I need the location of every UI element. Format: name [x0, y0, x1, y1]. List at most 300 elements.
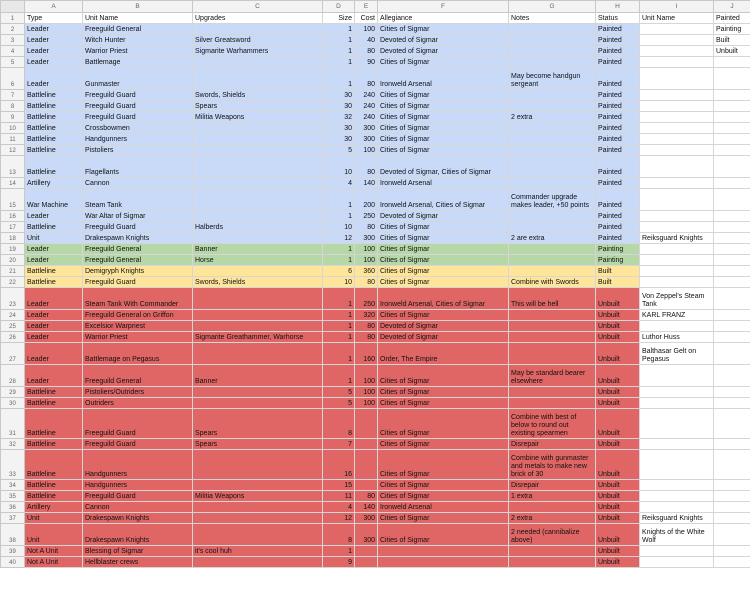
cell-j[interactable]: Painted [714, 13, 750, 24]
cell-b[interactable]: Freeguild General [83, 244, 193, 255]
cell-b[interactable]: Freeguild Guard [83, 90, 193, 101]
cell-b[interactable]: Drakespawn Knights [83, 524, 193, 546]
cell-i[interactable] [640, 480, 714, 491]
cell-h[interactable]: Painted [596, 222, 640, 233]
cell-d[interactable]: 1 [323, 255, 355, 266]
row-number[interactable]: 30 [1, 398, 25, 409]
row-number[interactable]: 20 [1, 255, 25, 266]
cell-a[interactable]: Leader [25, 46, 83, 57]
row-number[interactable]: 10 [1, 123, 25, 134]
cell-d[interactable]: 1 [323, 68, 355, 90]
cell-f[interactable]: Cities of Sigmar [378, 513, 509, 524]
cell-f[interactable]: Cities of Sigmar [378, 398, 509, 409]
cell-h[interactable]: Unbuilt [596, 439, 640, 450]
cell-f[interactable]: Cities of Sigmar [378, 244, 509, 255]
cell-a[interactable]: Battleline [25, 145, 83, 156]
cell-b[interactable]: Cannon [83, 178, 193, 189]
cell-i[interactable] [640, 557, 714, 568]
cell-d[interactable]: 4 [323, 502, 355, 513]
cell-d[interactable]: 10 [323, 277, 355, 288]
column-header-i[interactable]: I [640, 1, 714, 13]
cell-g[interactable] [509, 90, 596, 101]
cell-h[interactable]: Painted [596, 145, 640, 156]
cell-b[interactable]: Hellblaster crews [83, 557, 193, 568]
cell-d[interactable]: 1 [323, 244, 355, 255]
cell-h[interactable]: Unbuilt [596, 321, 640, 332]
cell-g[interactable]: 2 extra [509, 513, 596, 524]
cell-h[interactable]: Built [596, 277, 640, 288]
cell-f[interactable]: Cities of Sigmar [378, 310, 509, 321]
cell-b[interactable]: Battlemage on Pegasus [83, 343, 193, 365]
cell-i[interactable] [640, 398, 714, 409]
cell-c[interactable] [193, 123, 323, 134]
cell-c[interactable] [193, 310, 323, 321]
cell-d[interactable]: 1 [323, 546, 355, 557]
cell-g[interactable] [509, 178, 596, 189]
cell-e[interactable]: 80 [355, 321, 378, 332]
cell-d[interactable]: 12 [323, 513, 355, 524]
row-number[interactable]: 3 [1, 35, 25, 46]
cell-b[interactable]: Outriders [83, 398, 193, 409]
cell-i[interactable]: Von Zeppel's Steam Tank [640, 288, 714, 310]
cell-e[interactable]: 140 [355, 502, 378, 513]
cell-j[interactable] [714, 502, 750, 513]
cell-c[interactable] [193, 398, 323, 409]
cell-i[interactable] [640, 134, 714, 145]
cell-a[interactable]: Leader [25, 211, 83, 222]
cell-b[interactable]: Gunmaster [83, 68, 193, 90]
cell-c[interactable] [193, 524, 323, 546]
cell-e[interactable]: 80 [355, 68, 378, 90]
cell-g[interactable] [509, 266, 596, 277]
row-number[interactable]: 40 [1, 557, 25, 568]
cell-a[interactable]: Battleline [25, 134, 83, 145]
cell-b[interactable]: Warrior Priest [83, 332, 193, 343]
row-number[interactable]: 24 [1, 310, 25, 321]
cell-i[interactable] [640, 387, 714, 398]
cell-d[interactable]: 4 [323, 178, 355, 189]
cell-b[interactable]: Warrior Priest [83, 46, 193, 57]
cell-c[interactable]: Sigmarite Greathammer, Warhorse [193, 332, 323, 343]
cell-j[interactable] [714, 288, 750, 310]
cell-c[interactable]: Spears [193, 101, 323, 112]
cell-j[interactable] [714, 156, 750, 178]
cell-i[interactable] [640, 244, 714, 255]
cell-c[interactable] [193, 513, 323, 524]
cell-f[interactable]: Devoted of Sigmar [378, 46, 509, 57]
cell-a[interactable]: Battleline [25, 450, 83, 480]
cell-b[interactable]: Freeguild Guard [83, 409, 193, 439]
row-number[interactable]: 31 [1, 409, 25, 439]
cell-j[interactable] [714, 450, 750, 480]
cell-e[interactable]: 250 [355, 288, 378, 310]
cell-f[interactable]: Devoted of Sigmar [378, 321, 509, 332]
cell-b[interactable]: Handgunners [83, 134, 193, 145]
cell-c[interactable] [193, 266, 323, 277]
cell-g[interactable]: Disrepair [509, 439, 596, 450]
cell-g[interactable] [509, 546, 596, 557]
cell-i[interactable] [640, 222, 714, 233]
cell-f[interactable]: Ironweld Arsenal [378, 68, 509, 90]
cell-d[interactable]: 1 [323, 321, 355, 332]
cell-a[interactable]: Leader [25, 57, 83, 68]
cell-f[interactable]: Devoted of Sigmar, Cities of Sigmar [378, 156, 509, 178]
cell-f[interactable]: Cities of Sigmar [378, 480, 509, 491]
cell-f[interactable]: Cities of Sigmar [378, 450, 509, 480]
cell-a[interactable]: Unit [25, 233, 83, 244]
cell-g[interactable] [509, 398, 596, 409]
cell-e[interactable]: 100 [355, 255, 378, 266]
cell-e[interactable]: 80 [355, 491, 378, 502]
column-header-e[interactable]: E [355, 1, 378, 13]
cell-g[interactable] [509, 502, 596, 513]
cell-b[interactable]: Handgunners [83, 450, 193, 480]
cell-h[interactable]: Painted [596, 233, 640, 244]
cell-c[interactable] [193, 450, 323, 480]
cell-g[interactable]: 1 extra [509, 491, 596, 502]
cell-a[interactable]: Artillery [25, 502, 83, 513]
cell-h[interactable]: Painted [596, 35, 640, 46]
cell-c[interactable] [193, 387, 323, 398]
row-number[interactable]: 23 [1, 288, 25, 310]
cell-j[interactable] [714, 244, 750, 255]
cell-h[interactable]: Painted [596, 68, 640, 90]
cell-d[interactable]: 1 [323, 343, 355, 365]
row-number[interactable]: 33 [1, 450, 25, 480]
cell-c[interactable]: Halberds [193, 222, 323, 233]
cell-a[interactable]: Battleline [25, 156, 83, 178]
cell-a[interactable]: Battleline [25, 439, 83, 450]
cell-h[interactable]: Painted [596, 156, 640, 178]
cell-j[interactable] [714, 112, 750, 123]
cell-i[interactable] [640, 277, 714, 288]
cell-h[interactable]: Unbuilt [596, 332, 640, 343]
cell-f[interactable]: Cities of Sigmar [378, 145, 509, 156]
cell-e[interactable]: 300 [355, 134, 378, 145]
cell-b[interactable]: Unit Name [83, 13, 193, 24]
row-number[interactable]: 11 [1, 134, 25, 145]
cell-j[interactable]: Painting [714, 24, 750, 35]
cell-g[interactable] [509, 57, 596, 68]
cell-h[interactable]: Painted [596, 24, 640, 35]
cell-j[interactable] [714, 123, 750, 134]
cell-f[interactable]: Cities of Sigmar [378, 24, 509, 35]
cell-g[interactable]: May become handgun sergeant [509, 68, 596, 90]
cell-d[interactable]: 16 [323, 450, 355, 480]
column-header-f[interactable]: F [378, 1, 509, 13]
cell-d[interactable]: 7 [323, 439, 355, 450]
cell-d[interactable]: 30 [323, 134, 355, 145]
cell-d[interactable]: 9 [323, 557, 355, 568]
cell-h[interactable]: Painted [596, 178, 640, 189]
cell-a[interactable]: Leader [25, 288, 83, 310]
cell-e[interactable]: 300 [355, 524, 378, 546]
row-number[interactable]: 7 [1, 90, 25, 101]
cell-d[interactable]: Size [323, 13, 355, 24]
cell-f[interactable]: Cities of Sigmar [378, 409, 509, 439]
cell-d[interactable]: 1 [323, 35, 355, 46]
cell-h[interactable]: Painted [596, 211, 640, 222]
cell-h[interactable]: Unbuilt [596, 387, 640, 398]
cell-j[interactable] [714, 277, 750, 288]
cell-f[interactable]: Devoted of Sigmar [378, 332, 509, 343]
cell-a[interactable]: Battleline [25, 222, 83, 233]
cell-c[interactable]: Sigmarite Warhammers [193, 46, 323, 57]
cell-d[interactable]: 1 [323, 24, 355, 35]
cell-d[interactable]: 10 [323, 156, 355, 178]
cell-h[interactable]: Status [596, 13, 640, 24]
cell-j[interactable] [714, 332, 750, 343]
cell-g[interactable]: 2 are extra [509, 233, 596, 244]
cell-f[interactable]: Cities of Sigmar [378, 134, 509, 145]
cell-g[interactable] [509, 211, 596, 222]
cell-b[interactable]: Pistoliers/Outriders [83, 387, 193, 398]
cell-i[interactable] [640, 123, 714, 134]
cell-c[interactable] [193, 145, 323, 156]
cell-i[interactable] [640, 409, 714, 439]
cell-g[interactable] [509, 255, 596, 266]
cell-f[interactable]: Devoted of Sigmar [378, 211, 509, 222]
cell-e[interactable]: 100 [355, 145, 378, 156]
cell-f[interactable]: Cities of Sigmar [378, 365, 509, 387]
cell-e[interactable]: 360 [355, 266, 378, 277]
row-number[interactable]: 14 [1, 178, 25, 189]
cell-i[interactable] [640, 57, 714, 68]
cell-d[interactable]: 1 [323, 189, 355, 211]
cell-f[interactable]: Cities of Sigmar [378, 439, 509, 450]
cell-j[interactable] [714, 524, 750, 546]
cell-a[interactable]: Battleline [25, 266, 83, 277]
cell-a[interactable]: Battleline [25, 123, 83, 134]
cell-i[interactable] [640, 24, 714, 35]
row-number[interactable]: 36 [1, 502, 25, 513]
row-number[interactable]: 21 [1, 266, 25, 277]
cell-f[interactable] [378, 546, 509, 557]
cell-b[interactable]: Crossbowmen [83, 123, 193, 134]
cell-c[interactable] [193, 24, 323, 35]
cell-j[interactable] [714, 57, 750, 68]
cell-f[interactable]: Cities of Sigmar [378, 524, 509, 546]
cell-g[interactable]: Notes [509, 13, 596, 24]
cell-b[interactable]: Freeguild General [83, 24, 193, 35]
cell-i[interactable] [640, 189, 714, 211]
column-header-g[interactable]: G [509, 1, 596, 13]
cell-j[interactable] [714, 178, 750, 189]
cell-a[interactable]: Battleline [25, 409, 83, 439]
cell-e[interactable]: 100 [355, 24, 378, 35]
cell-j[interactable] [714, 101, 750, 112]
cell-i[interactable]: Reiksguard Knights [640, 233, 714, 244]
cell-i[interactable] [640, 101, 714, 112]
cell-c[interactable] [193, 343, 323, 365]
cell-f[interactable] [378, 557, 509, 568]
column-header-b[interactable]: B [83, 1, 193, 13]
cell-a[interactable]: Battleline [25, 277, 83, 288]
cell-d[interactable]: 32 [323, 112, 355, 123]
row-number[interactable]: 1 [1, 13, 25, 24]
cell-e[interactable]: 40 [355, 35, 378, 46]
cell-e[interactable]: Cost [355, 13, 378, 24]
cell-c[interactable]: it's cool huh [193, 546, 323, 557]
row-number[interactable]: 5 [1, 57, 25, 68]
cell-e[interactable]: 240 [355, 101, 378, 112]
cell-d[interactable]: 5 [323, 145, 355, 156]
cell-h[interactable]: Painted [596, 123, 640, 134]
cell-c[interactable] [193, 134, 323, 145]
row-number[interactable]: 26 [1, 332, 25, 343]
cell-f[interactable]: Order, The Empire [378, 343, 509, 365]
cell-i[interactable] [640, 156, 714, 178]
cell-h[interactable]: Unbuilt [596, 480, 640, 491]
cell-a[interactable]: Leader [25, 24, 83, 35]
cell-j[interactable]: Unbuilt [714, 46, 750, 57]
cell-i[interactable] [640, 502, 714, 513]
cell-h[interactable]: Unbuilt [596, 502, 640, 513]
cell-b[interactable]: Demigryph Knights [83, 266, 193, 277]
cell-c[interactable]: Upgrades [193, 13, 323, 24]
cell-i[interactable] [640, 68, 714, 90]
cell-c[interactable] [193, 557, 323, 568]
cell-a[interactable]: Artillery [25, 178, 83, 189]
cell-d[interactable]: 30 [323, 90, 355, 101]
cell-e[interactable] [355, 546, 378, 557]
cell-b[interactable]: Blessing of Sigmar [83, 546, 193, 557]
cell-h[interactable]: Unbuilt [596, 409, 640, 439]
cell-d[interactable]: 6 [323, 266, 355, 277]
cell-e[interactable]: 140 [355, 178, 378, 189]
cell-g[interactable] [509, 222, 596, 233]
cell-b[interactable]: Steam Tank [83, 189, 193, 211]
row-number[interactable]: 18 [1, 233, 25, 244]
cell-i[interactable] [640, 145, 714, 156]
cell-j[interactable] [714, 134, 750, 145]
cell-a[interactable]: Not A Unit [25, 557, 83, 568]
cell-b[interactable]: Freeguild Guard [83, 222, 193, 233]
cell-b[interactable]: Freeguild General [83, 365, 193, 387]
cell-f[interactable]: Cities of Sigmar [378, 277, 509, 288]
cell-c[interactable] [193, 480, 323, 491]
cell-d[interactable]: 15 [323, 480, 355, 491]
cell-d[interactable]: 1 [323, 211, 355, 222]
cell-d[interactable]: 1 [323, 46, 355, 57]
cell-i[interactable] [640, 35, 714, 46]
cell-g[interactable]: Combine with Swords [509, 277, 596, 288]
cell-j[interactable] [714, 546, 750, 557]
cell-e[interactable]: 300 [355, 123, 378, 134]
cell-c[interactable]: Banner [193, 244, 323, 255]
cell-b[interactable]: Pistoliers [83, 145, 193, 156]
cell-g[interactable]: Disrepair [509, 480, 596, 491]
cell-a[interactable]: Leader [25, 343, 83, 365]
cell-d[interactable]: 8 [323, 524, 355, 546]
cell-e[interactable]: 80 [355, 46, 378, 57]
cell-j[interactable] [714, 321, 750, 332]
cell-j[interactable] [714, 211, 750, 222]
cell-d[interactable]: 1 [323, 310, 355, 321]
cell-c[interactable] [193, 288, 323, 310]
cell-i[interactable]: KARL FRANZ [640, 310, 714, 321]
cell-b[interactable]: Freeguild General [83, 255, 193, 266]
cell-h[interactable]: Painted [596, 101, 640, 112]
cell-g[interactable] [509, 343, 596, 365]
cell-d[interactable]: 1 [323, 288, 355, 310]
cell-a[interactable]: Battleline [25, 387, 83, 398]
cell-d[interactable]: 1 [323, 365, 355, 387]
cell-i[interactable] [640, 112, 714, 123]
cell-h[interactable]: Painted [596, 90, 640, 101]
cell-g[interactable]: May be standard bearer elsewhere [509, 365, 596, 387]
row-number[interactable]: 27 [1, 343, 25, 365]
cell-c[interactable] [193, 211, 323, 222]
cell-g[interactable] [509, 332, 596, 343]
cell-c[interactable]: Banner [193, 365, 323, 387]
cell-i[interactable] [640, 365, 714, 387]
cell-a[interactable]: Type [25, 13, 83, 24]
cell-d[interactable]: 1 [323, 332, 355, 343]
cell-h[interactable]: Painted [596, 57, 640, 68]
cell-j[interactable] [714, 90, 750, 101]
cell-f[interactable]: Cities of Sigmar [378, 255, 509, 266]
cell-e[interactable]: 250 [355, 211, 378, 222]
cell-e[interactable]: 100 [355, 398, 378, 409]
cell-g[interactable] [509, 145, 596, 156]
cell-h[interactable]: Unbuilt [596, 524, 640, 546]
cell-a[interactable]: Leader [25, 68, 83, 90]
cell-e[interactable]: 100 [355, 365, 378, 387]
cell-h[interactable]: Unbuilt [596, 450, 640, 480]
cell-c[interactable] [193, 189, 323, 211]
row-number[interactable]: 13 [1, 156, 25, 178]
cell-d[interactable]: 30 [323, 123, 355, 134]
cell-h[interactable]: Unbuilt [596, 398, 640, 409]
cell-c[interactable] [193, 57, 323, 68]
cell-j[interactable] [714, 343, 750, 365]
cell-f[interactable]: Cities of Sigmar [378, 112, 509, 123]
row-number[interactable]: 25 [1, 321, 25, 332]
cell-f[interactable]: Cities of Sigmar [378, 123, 509, 134]
cell-b[interactable]: Freeguild General on Griffon [83, 310, 193, 321]
cell-f[interactable]: Cities of Sigmar [378, 233, 509, 244]
column-header-h[interactable]: H [596, 1, 640, 13]
cell-j[interactable] [714, 557, 750, 568]
cell-h[interactable]: Painted [596, 189, 640, 211]
cell-f[interactable]: Cities of Sigmar [378, 222, 509, 233]
cell-h[interactable]: Unbuilt [596, 343, 640, 365]
cell-c[interactable] [193, 321, 323, 332]
cell-h[interactable]: Built [596, 266, 640, 277]
cell-j[interactable] [714, 266, 750, 277]
column-header-c[interactable]: C [193, 1, 323, 13]
cell-b[interactable]: Freeguild Guard [83, 101, 193, 112]
cell-h[interactable]: Painting [596, 244, 640, 255]
cell-g[interactable] [509, 24, 596, 35]
cell-j[interactable]: Built [714, 35, 750, 46]
cell-a[interactable]: Battleline [25, 90, 83, 101]
cell-e[interactable]: 300 [355, 233, 378, 244]
cell-i[interactable] [640, 546, 714, 557]
cell-d[interactable]: 8 [323, 409, 355, 439]
cell-g[interactable] [509, 387, 596, 398]
cell-g[interactable] [509, 46, 596, 57]
row-number[interactable]: 38 [1, 524, 25, 546]
column-header-a[interactable]: A [25, 1, 83, 13]
cell-a[interactable]: Leader [25, 365, 83, 387]
cell-b[interactable]: Witch Hunter [83, 35, 193, 46]
cell-f[interactable]: Devoted of Sigmar [378, 35, 509, 46]
cell-e[interactable]: 80 [355, 332, 378, 343]
row-number[interactable]: 15 [1, 189, 25, 211]
cell-b[interactable]: Battlemage [83, 57, 193, 68]
